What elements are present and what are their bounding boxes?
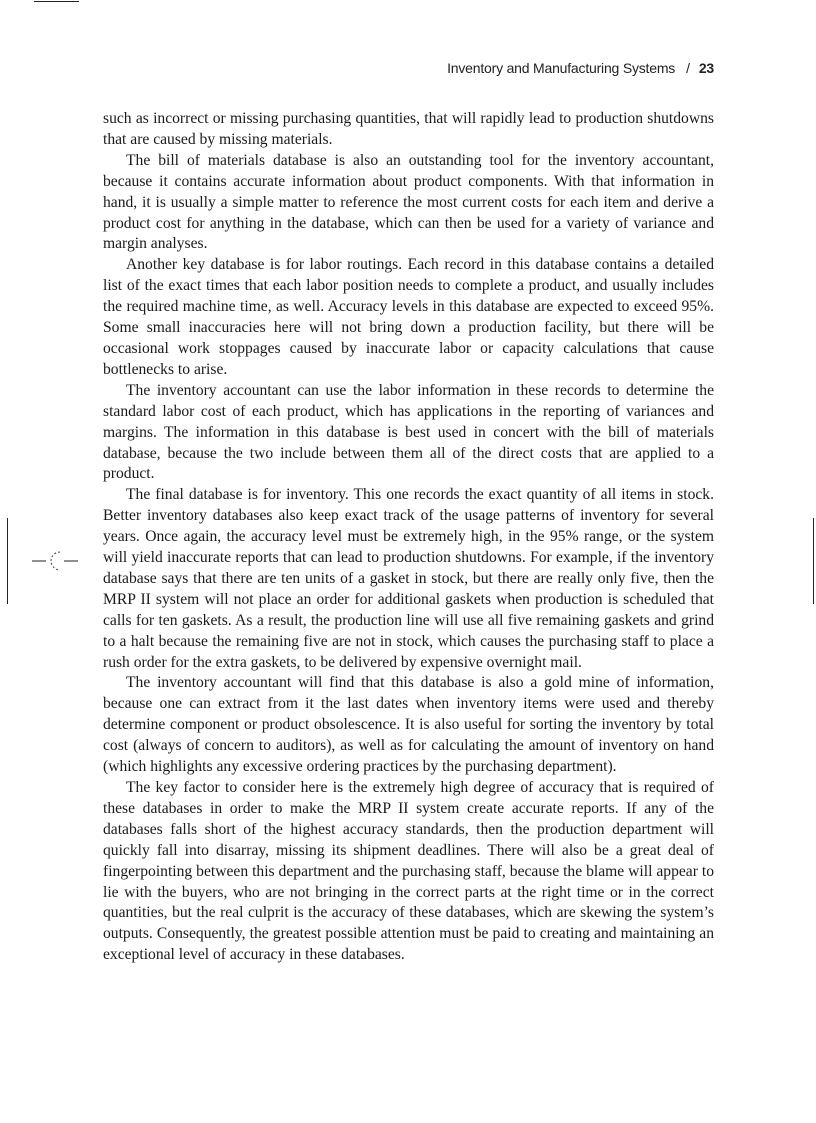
page-number: 23 <box>698 60 714 76</box>
paragraph: such as incorrect or missing purchasing quantities, that will rapidly lead to production shutdowns that are caused by missing materials. <box>103 110 714 148</box>
paragraph: The inventory accountant will find that this database is also a gold mine of information, because one can extract from it the last dates when inventory items were used and thereby determine component or product obsolescence. It is also useful for sorting the inventory by total cost (always of concern to auditors), as well as for calculating the amount of inventory on hand (which highlights any excessive ordering practices by the purchasing department). <box>103 674 714 776</box>
paragraph: The final database is for inventory. This one records the exact quantity of all items in stock. Better inventory databases also keep exact track of the usage patterns of inventory for several years. Once again, the accuracy level must be extremely high, in the 95% range, or the system will yield inaccurate reports that can lead to production shutdowns. For example, if the inventory database says that there are ten units of a gasket in stock, but there are really only five, then the MRP II system will not place an order for additional gaskets when production is scheduled that calls for ten gaskets. As a result, the production line will use all five remaining gaskets and grind to a halt because the remaining five are not in stock, which causes the purchasing staff to place a rush order for the extra gaskets, to be delivered by expensive overnight mail. <box>103 486 714 671</box>
crop-mark-top <box>34 1 79 2</box>
registration-mark-icon <box>30 546 80 576</box>
body-text <box>103 109 714 966</box>
margin-rule-left <box>7 518 8 604</box>
running-head <box>447 60 714 76</box>
paragraph: Another key database is for labor routings. Each record in this database contains a detailed list of the exact times that each labor position needs to complete a product, and usually includes the required machine time, as well. Accuracy levels in this database are expected to exceed 95%. Some small inaccuracies here will not bring down a production facility, but there will be occasional work stoppages caused by inaccurate labor or capacity calculations that cause bottlenecks to arise. <box>103 256 714 378</box>
chapter-title: Inventory and Manufacturing Systems <box>447 60 676 76</box>
paragraph: The bill of materials database is also an outstanding tool for the inventory accountant, because it contains accurate information about product components. With that information in hand, it is usually a simple matter to reference the most current costs for each item and derive a product cost for anything in the database, which can then be used for a variety of variance and margin analyses. <box>103 151 714 253</box>
paragraph: The inventory accountant can use the labor information in these records to determine the standard labor cost of each product, which has applications in the reporting of variances and margins. The information in this database is best used in concert with the bill of materials database, because the two include between them all of the direct costs that are applied to a product. <box>103 381 714 483</box>
margin-rule-right <box>813 518 814 604</box>
header-separator: / <box>686 60 690 76</box>
paragraph: The key factor to consider here is the extremely high degree of accuracy that is required of these databases in order to make the MRP II system create accurate reports. If any of the databases falls short of the highest accuracy standards, then the production department will quickly fall into disarray, missing its shipment deadlines. There will also be a great deal of fingerpointing between this department and the purchasing staff, because the blame will appear to lie with the buyers, who are not bringing in the correct parts at the right time or in the correct quantities, but the real culprit is the accuracy of these databases, which are skewing the system’s outputs. Consequently, the greatest possible attention must be paid to creating and maintaining an exceptional level of accuracy in these databases. <box>103 779 714 964</box>
